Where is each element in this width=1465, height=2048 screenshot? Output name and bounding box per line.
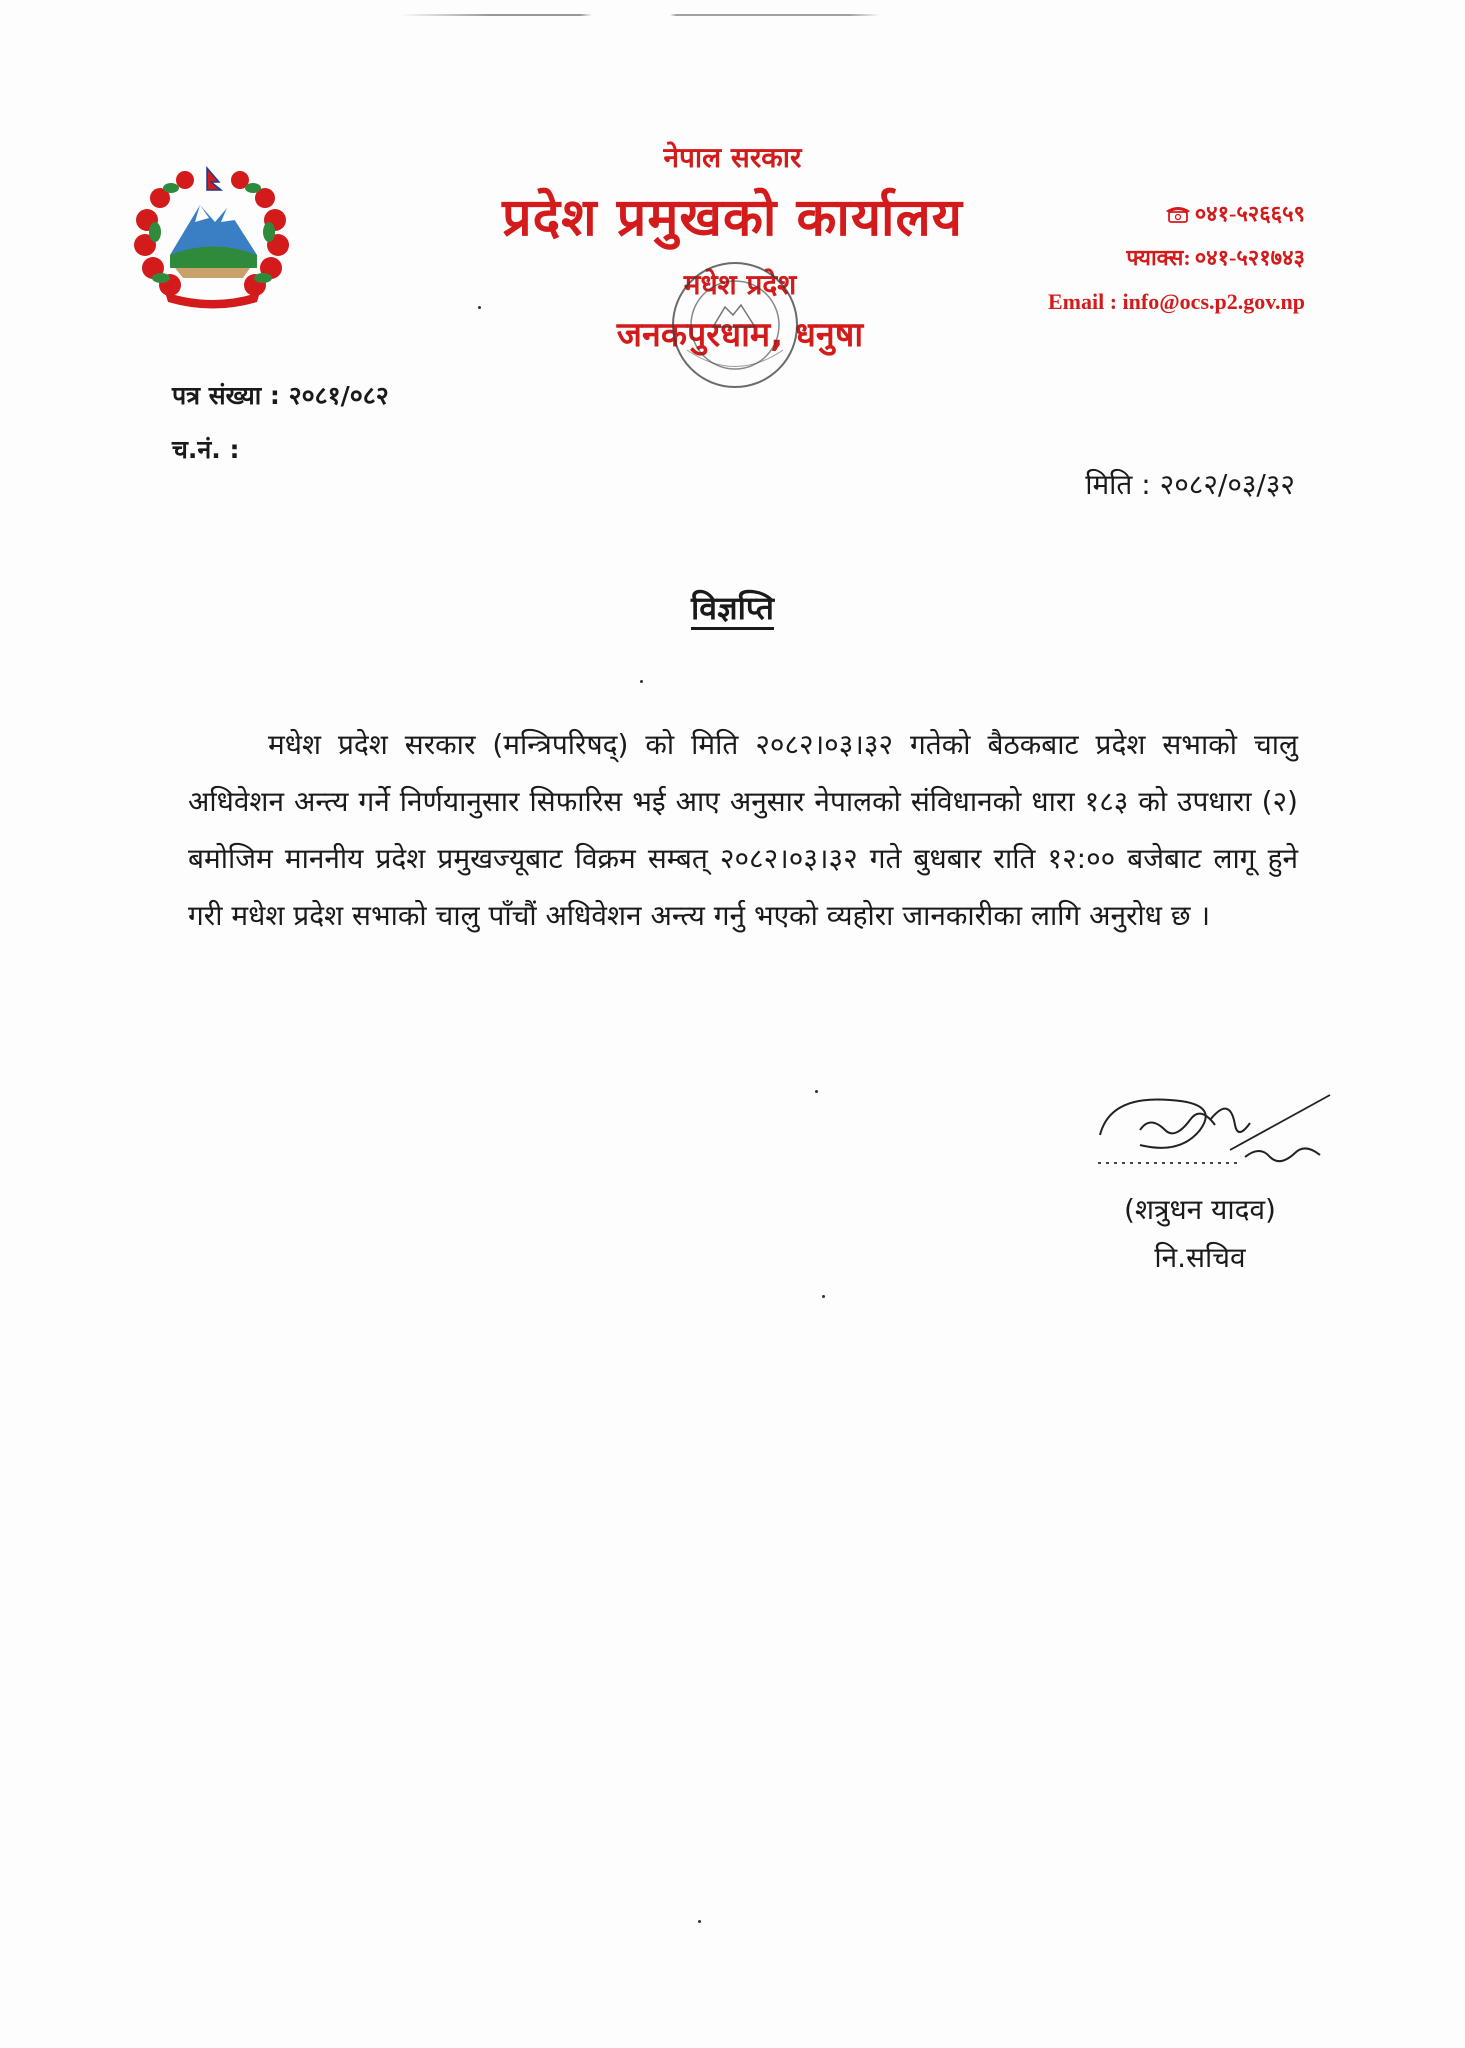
scan-speck — [815, 1090, 818, 1093]
date-label: मिति : — [1085, 468, 1151, 501]
contact-block — [1048, 192, 1305, 324]
phone-number: ०४१-५२६६५९ — [1194, 201, 1305, 226]
scan-speck — [698, 1920, 701, 1923]
office-name: प्रदेश प्रमुखको कार्यालय — [502, 188, 963, 248]
handwritten-signature-icon — [1080, 1075, 1340, 1185]
fax-label: फ्याक्स: — [1126, 245, 1191, 270]
scan-speck — [640, 680, 643, 683]
fax-number: ०४१-५२१७४३ — [1194, 245, 1305, 270]
scan-speck — [478, 306, 481, 309]
date-value: २०८२/०३/३२ — [1159, 468, 1295, 501]
dispatch-number-row — [172, 432, 239, 466]
email-row: Email : info@ocs.p2.gov.np — [1047, 289, 1305, 314]
letter-number-row — [172, 378, 389, 412]
dispatch-number-label: च.नं. : — [172, 435, 240, 464]
office-location: जनकपुरधाम, धनुषा — [616, 315, 864, 355]
government-name: नेपाल सरकार — [663, 141, 802, 174]
fax-row — [1048, 236, 1305, 280]
scan-artifact-line — [400, 14, 1000, 16]
notice-title-text: विज्ञप्ति — [691, 589, 774, 627]
telephone-icon — [1165, 205, 1191, 223]
province-name: मधेश प्रदेश — [683, 268, 797, 301]
notice-title — [0, 586, 1465, 629]
notice-body: मधेश प्रदेश सरकार (मन्त्रिपरिषद्) को मिति २०८२।०३।३२ गतेको बैठकबाट प्रदेश सभाको चालु अधिवेशन अन्त्य गर्ने निर्णयानुसार सिफारिस भई आए अनुसार नेपालको संविधानको धारा १८३ को उपधारा (२) बमोजिम माननीय प्रदेश प्रमुखज्यूबाट विक्रम सम्बत् २०८२।०३।३२ गते बुधबार राति १२:०० बजेबाट लागू हुने गरी मधेश प्रदेश सभाको चालु पाँचौं अधिवेशन अन्त्य गर्नु भएको व्यहोरा जानकारीका लागि अनुरोध छ । — [188, 728, 1298, 932]
phone-row — [1048, 192, 1305, 236]
date-row — [1085, 465, 1295, 503]
signatory-title: नि.सचिव — [1154, 1241, 1246, 1274]
signatory-name: (शत्रुधन यादव) — [1124, 1193, 1276, 1226]
letter-number-value: २०८१/०८२ — [288, 381, 389, 410]
scan-speck — [822, 1295, 825, 1298]
letter-number-label: पत्र संख्या : — [172, 381, 280, 410]
